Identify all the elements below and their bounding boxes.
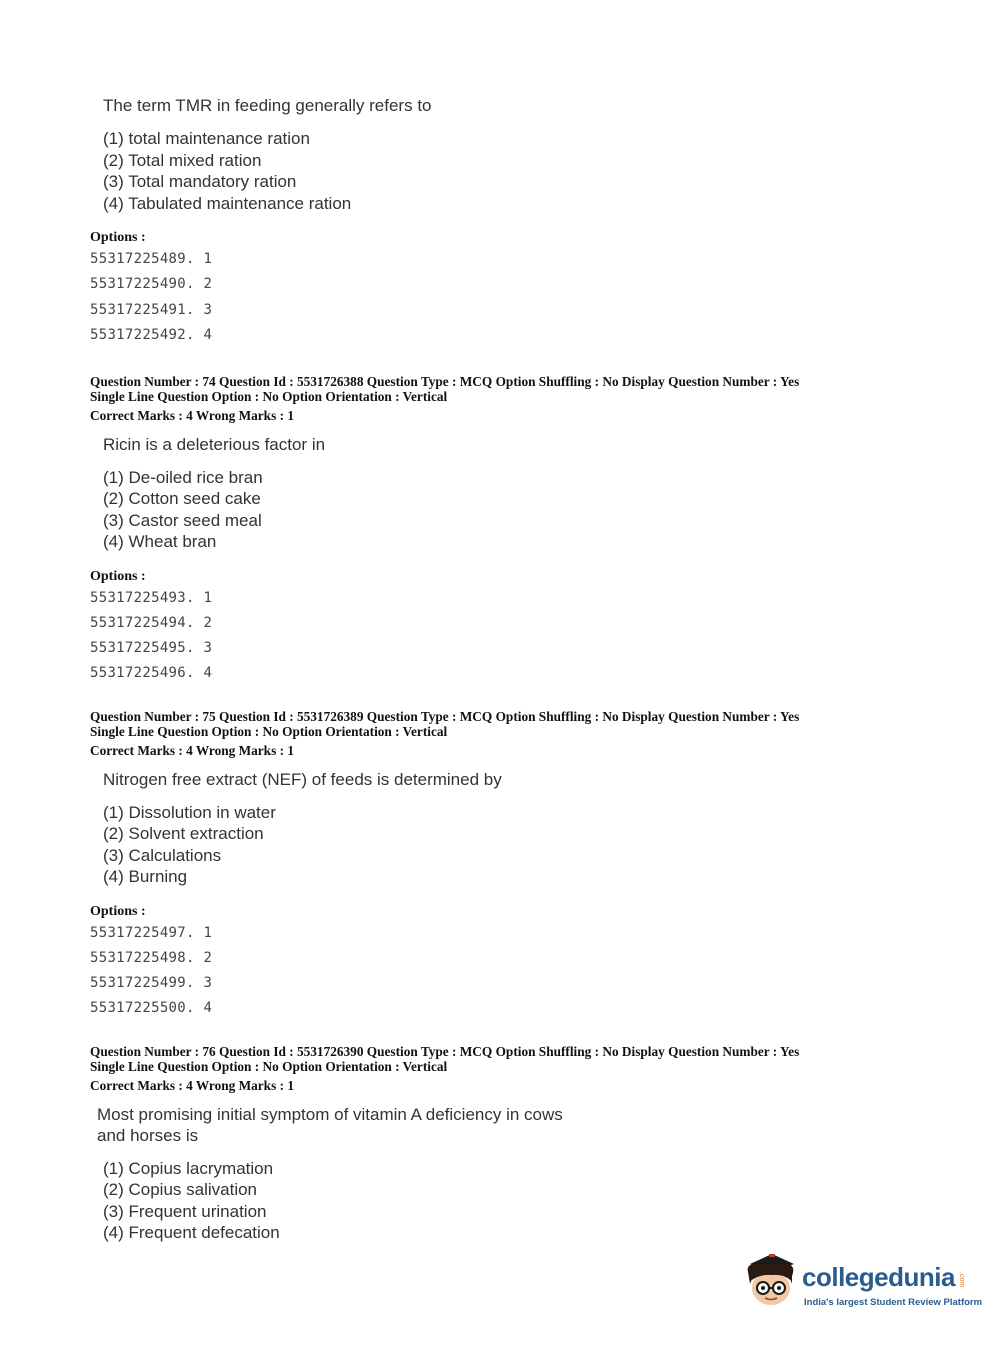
option-id: 55317225500. 4 bbox=[90, 1000, 213, 1017]
collegedunia-logo bbox=[742, 1250, 983, 1310]
answer-choices bbox=[103, 802, 1001, 888]
question-marks: Correct Marks : 4 Wrong Marks : 1 bbox=[90, 743, 294, 758]
option-id: 55317225497. 1 bbox=[90, 924, 213, 941]
answer-choice: (1) Dissolution in water bbox=[103, 802, 276, 822]
option-id: 55317225494. 2 bbox=[90, 614, 213, 631]
answer-choice: (1) De-oiled rice bran bbox=[103, 467, 263, 487]
answer-choice: (4) Wheat bran bbox=[103, 532, 217, 551]
option-id: 55317225490. 2 bbox=[90, 276, 213, 293]
question-meta: Single Line Question Option : No Option Orientation : Vertical bbox=[90, 1058, 448, 1074]
answer-choice: (3) Total mandatory ration bbox=[103, 172, 297, 191]
question-marks: Correct Marks : 4 Wrong Marks : 1 bbox=[90, 408, 294, 423]
answer-choice: (3) Castor seed meal bbox=[103, 510, 262, 530]
question-75 bbox=[0, 710, 1001, 1022]
question-text: and horses is bbox=[97, 1125, 199, 1145]
brand-tagline: India's largest Student Review Platform bbox=[804, 1297, 983, 1308]
question-76 bbox=[0, 1045, 1001, 1244]
option-id: 55317225493. 1 bbox=[90, 589, 213, 606]
question-meta: Single Line Question Option : No Option Orientation : Vertical bbox=[90, 388, 448, 404]
brand-suffix: .com bbox=[958, 1272, 965, 1288]
answer-choice: (1) total maintenance ration bbox=[103, 129, 310, 148]
option-id: 55317225491. 3 bbox=[90, 301, 213, 318]
answer-choice: (3) Frequent urination bbox=[103, 1201, 267, 1221]
option-id: 55317225489. 1 bbox=[90, 251, 213, 267]
question-74 bbox=[0, 375, 1001, 687]
answer-choice: (3) Calculations bbox=[103, 845, 222, 865]
options-label: Options : bbox=[90, 230, 146, 245]
brand-name: collegedunia bbox=[802, 1262, 955, 1292]
answer-choices bbox=[103, 1158, 1001, 1244]
option-id: 55317225499. 3 bbox=[90, 975, 213, 992]
answer-choice: (2) Solvent extraction bbox=[103, 824, 264, 843]
answer-choices bbox=[103, 467, 1001, 553]
answer-choice: (1) Copius lacrymation bbox=[103, 1158, 274, 1178]
options-label: Options : bbox=[90, 903, 146, 919]
mascot-icon bbox=[742, 1250, 800, 1310]
question-text: Most promising initial symptom of vitamin A deficiency in cows bbox=[97, 1104, 563, 1124]
answer-choice: (2) Copius salivation bbox=[103, 1180, 258, 1199]
answer-choice: (2) Total mixed ration bbox=[103, 150, 262, 170]
answer-choice: (4) Burning bbox=[103, 867, 188, 886]
option-id: 55317225492. 4 bbox=[90, 326, 213, 343]
question-73 bbox=[0, 95, 1001, 348]
answer-choice: (4) Tabulated maintenance ration bbox=[103, 193, 352, 213]
question-meta: Question Number : 75 Question Id : 5531726389 Question Type : MCQ Option Shuffling : No Display Question Number : Yes bbox=[90, 709, 800, 724]
question-meta: Question Number : 76 Question Id : 5531726390 Question Type : MCQ Option Shuffling : No Display Question Number : Yes bbox=[90, 1044, 800, 1059]
question-text: The term TMR in feeding generally refers to bbox=[103, 96, 432, 115]
option-id: 55317225498. 2 bbox=[90, 949, 213, 966]
question-meta: Single Line Question Option : No Option Orientation : Vertical bbox=[90, 723, 448, 739]
answer-choice: (2) Cotton seed cake bbox=[103, 489, 261, 508]
question-marks: Correct Marks : 4 Wrong Marks : 1 bbox=[90, 1078, 294, 1093]
question-text: Ricin is a deleterious factor in bbox=[103, 434, 326, 454]
question-meta: Question Number : 74 Question Id : 5531726388 Question Type : MCQ Option Shuffling : No Display Question Number : Yes bbox=[90, 374, 800, 389]
option-id: 55317225496. 4 bbox=[90, 665, 213, 682]
answer-choice: (4) Frequent defecation bbox=[103, 1223, 280, 1242]
option-id: 55317225495. 3 bbox=[90, 640, 213, 657]
answer-choices bbox=[103, 128, 1001, 214]
question-text: Nitrogen free extract (NEF) of feeds is determined by bbox=[103, 769, 502, 789]
options-label: Options : bbox=[90, 568, 146, 584]
